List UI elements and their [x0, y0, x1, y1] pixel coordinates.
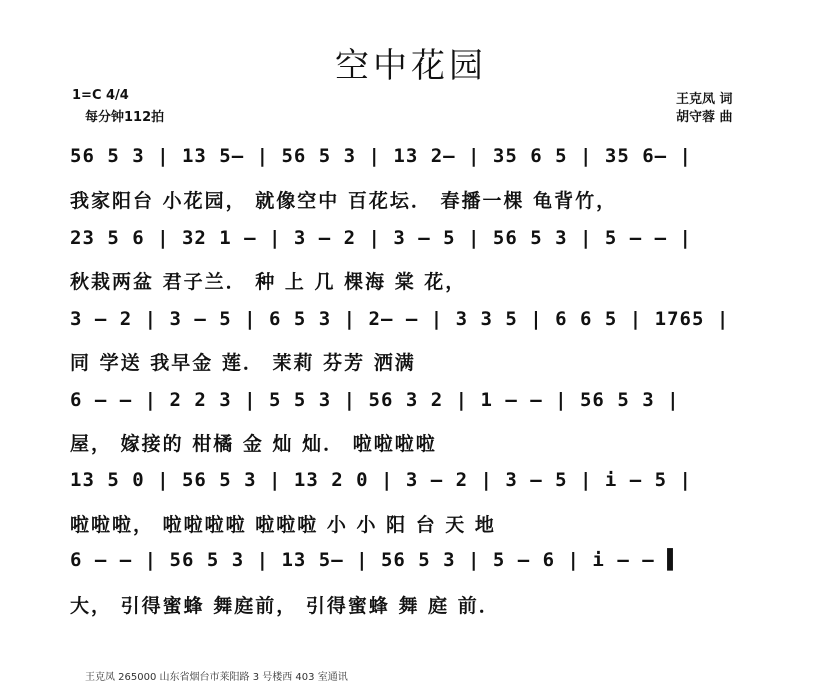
tempo: 每分钟112拍	[85, 110, 165, 125]
footer-address: 王克凤 265000 山东省烟台市莱阳路 3 号楼西 403 室通讯	[85, 672, 348, 683]
lyrics-row-3: 同 学送 我早金 莲． 茉莉 芬芳 洒满	[70, 352, 416, 374]
notation-row-6: 6 — — | 56 5 3 | 13 5— | 56 5 3 | 5 — 6 | i — — ▌	[70, 549, 680, 571]
notation-row-3: 3 — 2 | 3 — 5 | 6 5 3 | 2— — | 3 3 5 | 6 6 5 | 1765 |	[70, 308, 730, 330]
notation-row-4: 6 — — | 2 2 3 | 5 5 3 | 56 3 2 | 1 — — | 56 5 3 |	[70, 389, 680, 411]
lyrics-row-1: 我家阳台 小花园， 就像空中 百花坛． 春播一棵 龟背竹，	[70, 190, 618, 212]
notation-row-2: 23 5 6 | 32 1 — | 3 — 2 | 3 — 5 | 56 5 3 | 5 — — |	[70, 227, 692, 249]
lyrics-row-5: 啦啦啦， 啦啦啦啦 啦啦啦 小 小 阳 台 天 地	[70, 514, 496, 536]
lyrics-row-4: 屋， 嫁接的 柑橘 金 灿 灿． 啦啦啦啦	[70, 433, 437, 455]
key-signature: 1=C 4/4	[72, 88, 129, 103]
notation-row-1: 56 5 3 | 13 5— | 56 5 3 | 13 2— | 35 6 5 | 35 6— |	[70, 145, 692, 167]
lyricist: 王克凤 词	[676, 92, 733, 107]
lyrics-row-2: 秋栽两盆 君子兰． 种 上 几 棵海 棠 花，	[70, 271, 467, 293]
notation-row-5: 13 5 0 | 56 5 3 | 13 2 0 | 3 — 2 | 3 — 5 | i — 5 |	[70, 469, 692, 491]
composer: 胡守蓉 曲	[676, 110, 733, 125]
lyrics-row-6: 大， 引得蜜蜂 舞庭前， 引得蜜蜂 舞 庭 前．	[70, 595, 500, 617]
song-title: 空中花园	[335, 46, 487, 86]
